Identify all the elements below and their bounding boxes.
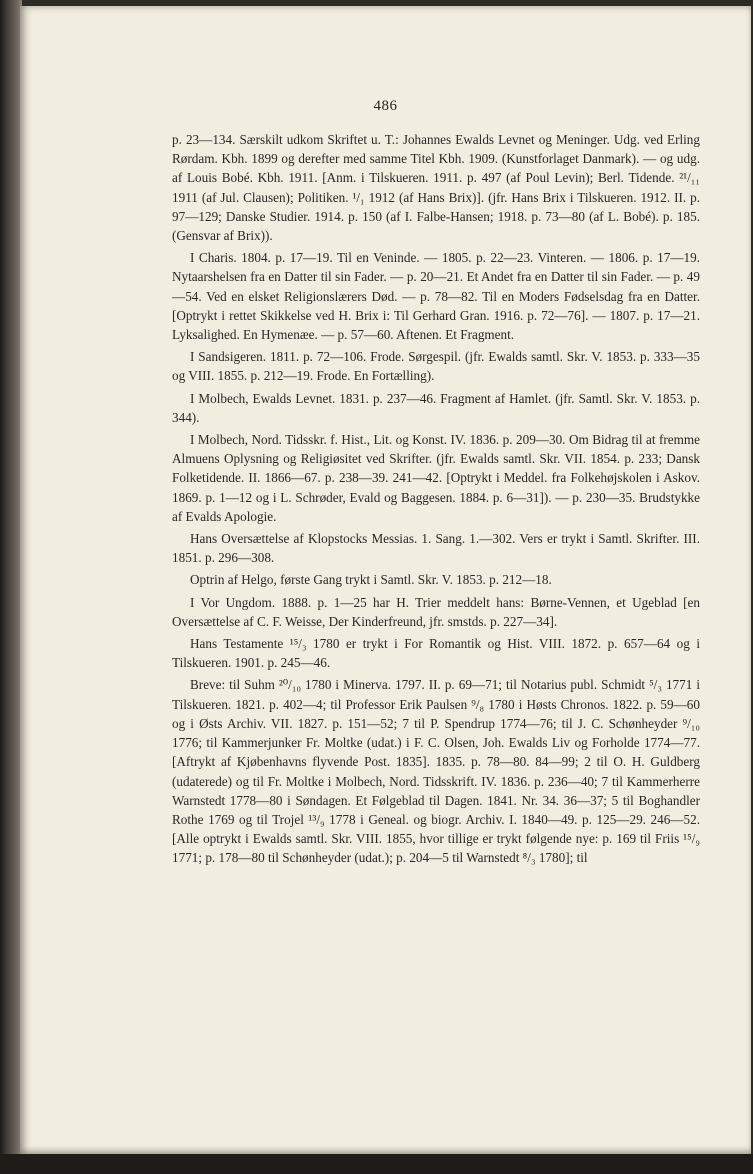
paragraph: Optrin af Helgo, første Gang trykt i Samtl. Skr. V. 1853. p. 212—18. bbox=[190, 572, 552, 588]
paragraph: I Vor Ungdom. 1888. p. 1—25 har H. Trier meddelt hans: Børne-Vennen, et Ugeblad [en Oversættelse af C. F. Weisse, Der Kinderfreund, jfr. smstds. p. 227—34]. bbox=[172, 594, 700, 629]
paragraph: I Molbech, Nord. Tidsskr. f. Hist., Lit. og Konst. IV. 1836. p. 209—30. Om Bidrag til at fremme Almuens Oplysning og Religiøsitet ved Skrifter. (jfr. Ewalds samtl. Skr. VII. 1854. p. 233; Dansk Folketidende. II. 1866—67. p. 238—39. 241—42. [Optrykt i Meddel. fra Folkehøjskolen i Askov. 1869. p. 1—12 og i L. Schrøder, Evald og Baggesen. 1884. p. 6—31]). — p. 230—35. Brudstykke af Evalds Apologie. bbox=[172, 432, 700, 524]
page-number: 486 bbox=[373, 98, 398, 114]
scan-bottom-edge bbox=[0, 1154, 753, 1174]
paragraph: I Molbech, Ewalds Levnet. 1831. p. 237—46. Fragment af Hamlet. (jfr. Samtl. Skr. V. 1853. p. 344). bbox=[172, 390, 700, 425]
book-binding-edge bbox=[0, 0, 22, 1174]
paragraph: I Sandsigeren. 1811. p. 72—106. Frode. Sørgespil. (jfr. Ewalds samtl. Skr. V. 1853. p. 333—35 og VIII. 1855. p. 212—19. Frode. En Fortælling). bbox=[172, 349, 700, 384]
body-text bbox=[172, 130, 700, 871]
paragraph: p. 23—134. Særskilt udkom Skriftet u. T.: Johannes Ewalds Levnet og Meninger. Udg. ved Erling Rørdam. Kbh. 1899 og derefter med samme Titel Kbh. 1909. (Kunstforlaget Danmark). — og udg. af Louis Bobé. Kbh. 1911. [Anm. i Tilskueren. 1911. p. 497 (af Poul Levin); Berl. Tidende. ²¹/₁₁ 1911 (af Jul. Clausen); Politiken. ¹/₁ 1912 (af Hans Brix)]. (jfr. Hans Brix i Tilskueren. 1912. II. p. 97—129; Danske Studier. 1914. p. 150 (af I. Falbe-Hansen; 1918. p. 73—80 (af L. Bobé). p. 185. (Gensvar af Brix)). bbox=[172, 132, 700, 244]
paragraph: Hans Oversættelse af Klopstocks Messias. 1. Sang. 1.—302. Vers er trykt i Samtl. Skrifter. III. 1851. p. 296—308. bbox=[172, 531, 700, 566]
paragraph: Breve: til Suhm ²⁰/₁₀ 1780 i Minerva. 1797. II. p. 69—71; til Notarius publ. Schmidt ⁵/₃ 1771 i Tilskueren. 1821. p. 402—4; til Professor Erik Paulsen ⁹/₈ 1780 i Høsts Chronos. 1822. p. 59—60 og i Østs Archiv. VII. 1827. p. 151—52; 7 til P. Spendrup 1774—76; til J. C. Schønheyder ⁹/₁₀ 1776; til Kammerjunker Fr. Moltke (udat.) i F. C. Olsen, Joh. Ewalds Liv og Forholde 1774—77. [Aftrykt af Kjøbenhavns flyvende Post. 1835]. 1835. p. 78—80. 84—99; 2 til O. H. Guldberg (udaterede) og til Fr. Moltke i Molbech, Nord. Tidsskrift. IV. 1836. p. 236—40; 7 til Kammerherre Warnstedt 1778—80 i Søndagen. Et Følgeblad til Dagen. 1841. Nr. 34. 36—37; 5 til Boghandler Rothe 1769 og til Trojel ¹³/₉ 1778 i Geneal. og biogr. Archiv. I. 1840—49. p. 125—29. 246—52. [Alle optrykt i Ewalds samtl. Skr. VIII. 1855, hvor tillige er trykt følgende nye: p. 169 til Friis ¹⁵/₉ 1771; p. 178—80 til Schønheyder (udat.); p. 204—5 til Warnstedt ⁸/₃ 1780]; til bbox=[172, 677, 700, 866]
paragraph: Hans Testamente ¹⁵/₃ 1780 er trykt i For Romantik og Hist. VIII. 1872. p. 657—64 og i Tilskueren. 1901. p. 245—46. bbox=[172, 636, 700, 671]
paragraph: I Charis. 1804. p. 17—19. Til en Veninde. — 1805. p. 22—23. Vinteren. — 1806. p. 17—19. Nytaarshelsen fra en Datter til sin Fader. — p. 20—21. Et Andet fra en Datter til sin Fader. — p. 49—54. Ved en elsket Religionslærers Død. — p. 78—82. Til en Moders Fødselsdag fra en Datter. [Optrykt i rettet Skikkelse ved H. Brix i: Til Gerhard Gran. 1916. p. 72—76]. — 1807. p. 17—21. Lyksalighed. En Hymenæe. — p. 57—60. Aftenen. Et Fragment. bbox=[172, 250, 700, 343]
page-sheet bbox=[20, 6, 751, 1154]
